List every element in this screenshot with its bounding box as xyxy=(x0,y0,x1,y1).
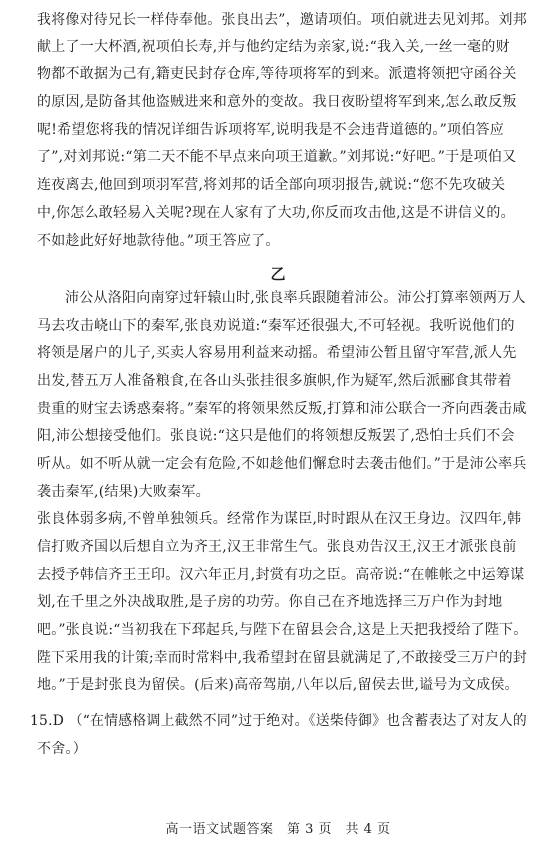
text-line: 马去攻击峣山下的秦军,张良劝说道:“秦军还很强大,不可轻视。我听说他们的 xyxy=(37,318,515,334)
text-line: 划,在千里之外决战取胜,是子房的功劳。你自己在齐地选择三万户作为封地 xyxy=(37,594,503,610)
text-line: 听从。如不听从就一定会有危险,不如趁他们懈怠时去袭击他们。”于是沛公率兵 xyxy=(37,456,527,472)
section-heading-yi: 乙 xyxy=(270,265,286,283)
answer-15-continued: 不舍。） xyxy=(37,741,87,757)
text-line: 呢!希望您将我的情况详细告诉项将军,说明我是不会违背道德的。”项伯答应 xyxy=(37,122,504,138)
text-line: 信打败齐国以后想自立为齐王,汉王非常生气。张良劝告汉王,汉王才派张良前 xyxy=(37,539,517,555)
text-line: 阳,沛公想接受他们。张良说:“这只是他们的将领想反叛罢了,恐怕士兵们不会 xyxy=(37,428,515,444)
text-line: 将领是屠户的儿子,买卖人容易用利益来动摇。希望沛公暂且留守军营,派人先 xyxy=(37,345,517,361)
text-line: 地。”于是封张良为留侯。(后来)高帝驾崩,八年以后,留侯去世,谥号为文成侯。 xyxy=(37,677,519,693)
page-footer: 高一语文试题答案 第 3 页 共 4 页 xyxy=(165,822,391,837)
answer-15: 15.D （“在情感格调上截然不同”过于绝对。《送柴侍御》也含蓄表达了对友人的 xyxy=(30,713,528,729)
text-line: 张良体弱多病,不曾单独领兵。经常作为谋臣,时时跟从在汉王身边。汉四年,韩 xyxy=(37,511,522,527)
text-line: 吧。”张良说:“当初我在下邳起兵,与陛下在留县会合,这是上天把我授给了陛下。 xyxy=(37,622,528,638)
text-line: 陛下采用我的计策;幸而时常料中,我希望封在留县就满足了,不敢接受三万户的封 xyxy=(37,650,527,666)
text-line: 不如趁此好好地款待他。”项王答应了。 xyxy=(37,233,280,249)
text-line: 我将像对待兄长一样侍奉他。张良出去”，邀请项伯。项伯就进去见刘邦。刘邦 xyxy=(37,12,527,28)
text-line: 连夜离去,他回到项羽军营,将刘邦的话全部向项羽报告,就说:“您不先攻破关 xyxy=(37,177,506,193)
text-line: 出发,替五万人准备粮食,在各山头张挂很多旗帜,作为疑军,然后派郦食其带着 xyxy=(37,373,512,389)
text-line: 物都不敢据为己有,籍吏民封存仓库,等待项将军的到来。派遣将领把守函谷关 xyxy=(37,66,517,82)
text-line: 袭击秦军,(结果)大败秦军。 xyxy=(37,484,210,500)
text-line: 贵重的财宝去诱惑秦将。”秦军的将领果然反叛,打算和沛公联合一齐向西袭击咸 xyxy=(37,401,527,417)
text-line: 了”,对刘邦说:“第二天不能不早点来向项王道歉。”刘邦说:“好吧。”于是项伯又 xyxy=(37,149,517,165)
text-line: 的原因,是防备其他盗贼进来和意外的变故。我日夜盼望将军到来,怎么敢反叛 xyxy=(37,94,517,110)
text-line: 中,你怎么敢轻易入关呢?现在人家有了大功,你反而攻击他,这是不讲信义的。 xyxy=(37,205,515,221)
text-line: 去授予韩信齐王王印。汉六年正月,封赏有功之臣。高帝说:“在帷帐之中运筹谋 xyxy=(37,567,525,583)
text-line: 献上了一大杯酒,祝项伯长寿,并与他约定结为亲家,说:“我入关,一丝一毫的财 xyxy=(37,39,510,55)
text-line: 沛公从洛阳向南穿过轩辕山时,张良率兵跟随着沛公。沛公打算率领两万人 xyxy=(65,290,526,306)
